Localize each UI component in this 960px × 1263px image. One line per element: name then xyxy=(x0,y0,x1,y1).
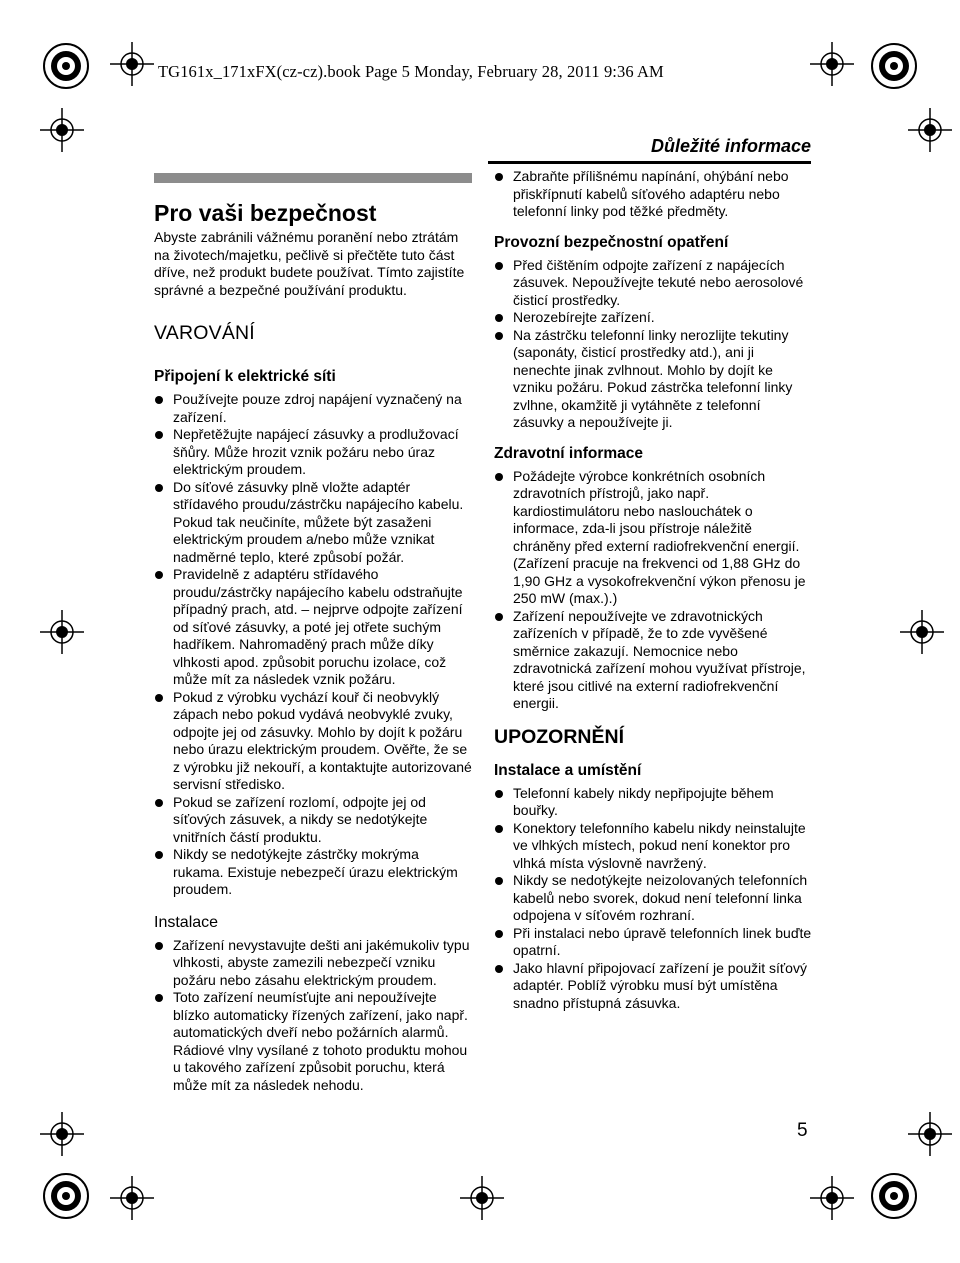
crosshair-mark-icon xyxy=(908,108,952,152)
registration-mark-icon xyxy=(40,1170,92,1222)
operational-safety-heading: Provozní bezpečnostní opatření xyxy=(494,233,729,251)
crosshair-mark-icon xyxy=(460,1176,504,1220)
list-item: Nepřetěžujte napájecí zásuvky a prodlužovací šňůry. Může hrozit vznik požáru nebo úraz elektrickým proudem. xyxy=(154,426,472,479)
crosshair-mark-icon xyxy=(40,108,84,152)
health-list xyxy=(494,468,812,713)
list-item: Toto zařízení neumísťujte ani nepoužívejte blízko automaticky řízených zařízení, jako např. automatických dveří nebo požárních alarmů. Rádiové vlny vysílané z tohoto produktu mohou u takového zařízení způsobit poruchu, která může mít za následek nehodu. xyxy=(154,989,472,1094)
list-item: Nikdy se nedotýkejte zástrčky mokrýma rukama. Existuje nebezpečí úrazu elektrickým proudem. xyxy=(154,846,472,899)
book-info-line: TG161x_171xFX(cz-cz).book Page 5 Monday, February 28, 2011 9:36 AM xyxy=(158,62,664,81)
crosshair-mark-icon xyxy=(110,42,154,86)
list-item: Zařízení nepoužívejte ve zdravotnických zařízeních v případě, že to zde vyvěšené směrnice zakazují. Nemocnice nebo zdravotnická zařízení mohou využívat přístroje, které jsou citlivé na externí radiofrekvenční energii. xyxy=(494,608,812,713)
placement-list xyxy=(494,785,812,1013)
power-list xyxy=(154,391,472,899)
section-header-title: Důležité informace xyxy=(650,136,811,156)
list-item: Požádejte výrobce konkrétních osobních zdravotních přístrojů, jako např. kardiostimulátoru nebo naslouchátek o informace, zda-li jsou přístroje náležitě chráněny před externí radiofrekvenční energií. (Zařízení pracuje na frekvenci od 1,88 GHz do 1,90 GHz a vysokofrekvenční výkon přenosu je 250 mW (max.).) xyxy=(494,468,812,608)
intro-paragraph: Abyste zabránili vážnému poranění nebo ztrátám na životech/majetku, pečlivě si přečtěte tuto část dříve, než produkt budete používat. Tímto zajistíte správné a bezpečné používání produktu. xyxy=(154,229,465,298)
list-item: Používejte pouze zdroj napájení vyznačený na zařízení. xyxy=(154,391,472,426)
list-item: Při instalaci nebo úpravě telefonních linek buďte opatrní. xyxy=(494,925,812,960)
install-list xyxy=(154,937,472,1095)
list-item: Pravidelně z adaptéru střídavého proudu/zástrčky napájecího kabelu odstraňujte případný prach, atd. – nejprve odpojte zařízení od síťové zásuvky, a poté jej otřete suchým hadříkem. Nahromaděný prach může díky vlhkosti apod. způsobit poruchu izolace, což může mít za následek vznik požáru. xyxy=(154,566,472,689)
operational-list xyxy=(494,257,812,432)
list-item: Pokud se zařízení rozlomí, odpojte jej od síťových zásuvek, a nikdy se nedotýkejte vnitřních částí produktu. xyxy=(154,794,472,847)
list-item: Jako hlavní připojovací zařízení je použit síťový adaptér. Poblíž výrobku musí být umístěna snadno přístupná zásuvka. xyxy=(494,960,812,1013)
list-item: Zabraňte přílišnému napínání, ohýbání nebo přiskřípnutí kabelů síťového adaptéru nebo telefonní linky pod těžké předměty. xyxy=(494,168,812,221)
registration-mark-icon xyxy=(868,40,920,92)
right-column xyxy=(494,168,812,1012)
list-item: Nikdy se nedotýkejte neizolovaných telefonních kabelů nebo svorek, dokud není telefonní linka odpojena v síťovém rozhraní. xyxy=(494,872,812,925)
list-item: Zařízení nevystavujte dešti ani jakémukoliv typu vlhkosti, abyste zamezili nebezpečí vzniku požáru nebo zásahu elektrickým proudem. xyxy=(154,937,472,990)
header-rule xyxy=(488,161,811,164)
install-heading: Instalace xyxy=(154,913,219,931)
power-heading: Připojení k elektrické síti xyxy=(154,368,336,385)
page-number: 5 xyxy=(797,1120,808,1141)
placement-heading: Instalace a umístění xyxy=(494,761,642,779)
cable-list xyxy=(494,168,812,221)
list-item: Konektory telefonního kabelu nikdy neinstalujte ve vlhkých místech, pokud není konektor pro vlhká místa výslovně navržený. xyxy=(494,820,812,873)
crosshair-mark-icon xyxy=(110,1176,154,1220)
title-bar xyxy=(154,173,472,183)
registration-mark-icon xyxy=(40,40,92,92)
list-item: Na zástrčku telefonní linky nerozlijte tekutiny (saponáty, čisticí prostředky atd.), ani ji nenechte jinak zvlhnout. Mohlo by dojít ke vzniku požáru. Pokud zástrčka telefonní linky zvlhne, okamžitě ji vytáhněte z telefonní zásuvky a nepoužívejte ji. xyxy=(494,327,812,432)
warning-heading: VAROVÁNÍ xyxy=(154,322,255,344)
crosshair-mark-icon xyxy=(908,1112,952,1156)
list-item: Před čištěním odpojte zařízení z napájecích zásuvek. Nepoužívejte tekuté nebo aerosolové čisticí prostředky. xyxy=(494,257,812,310)
page-title: Pro vaši bezpečnost xyxy=(154,200,377,226)
crosshair-mark-icon xyxy=(810,42,854,86)
crosshair-mark-icon xyxy=(40,610,84,654)
crosshair-mark-icon xyxy=(810,1176,854,1220)
list-item: Do síťové zásuvky plně vložte adaptér střídavého proudu/zástrčku napájecího kabelu. Pokud tak neučiníte, můžete být zasaženi elektrickým proudem a/nebo může vznikat nadměrné teplo, které způsobí požár. xyxy=(154,479,472,567)
crosshair-mark-icon xyxy=(900,610,944,654)
crosshair-mark-icon xyxy=(40,1112,84,1156)
registration-mark-icon xyxy=(868,1170,920,1222)
left-column xyxy=(154,170,472,1094)
list-item: Telefonní kabely nikdy nepřipojujte během bouřky. xyxy=(494,785,812,820)
caution-heading: UPOZORNĚNÍ xyxy=(494,725,625,748)
health-heading: Zdravotní informace xyxy=(494,444,643,462)
list-item: Nerozebírejte zařízení. xyxy=(494,309,812,327)
list-item: Pokud z výrobku vychází kouř či neobvyklý zápach nebo pokud vydává neobvyklé zvuky, odpojte jej od zásuvky. Mohlo by dojít k požáru nebo úrazu elektrickým proudem. Ověřte, že se z výrobku již nekouří, a kontaktujte autorizované servisní středisko. xyxy=(154,689,472,794)
